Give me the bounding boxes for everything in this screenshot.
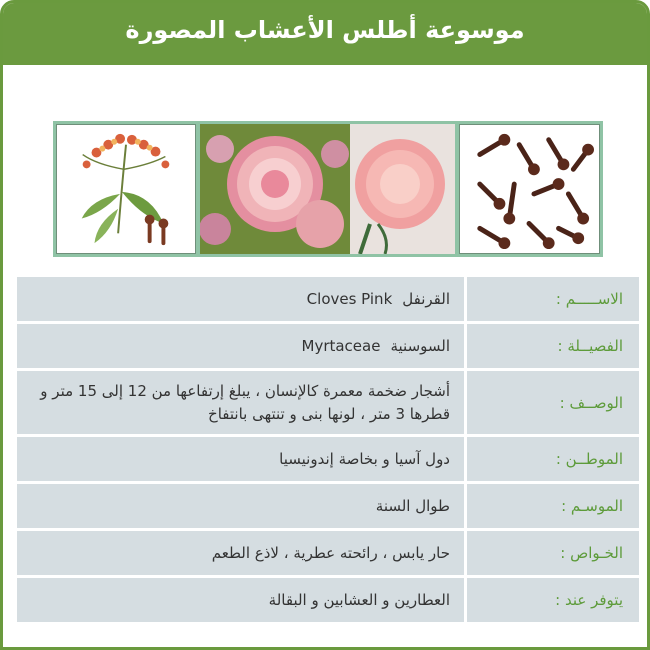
properties-value: حار يابس ، رائحته عطرية ، لاذع الطعم [17, 531, 464, 575]
habitat-value: دول آسيا و بخاصة إندونيسيا [17, 437, 464, 481]
table-row [17, 578, 639, 622]
season-label: الموسـم : [467, 484, 639, 528]
habitat-label: الموطــن : [467, 437, 639, 481]
table-row [17, 484, 639, 528]
herb-info-table [17, 277, 639, 625]
season-value: طوال السنة [17, 484, 464, 528]
page-title: موسوعة أطلس الأعشاب المصورة [125, 16, 525, 44]
description-value: أشجار ضخمة معمرة كالإنسان ، يبلغ إرتفاعها من 12 إلى 15 متر و قطرها 3 متر ، لونها بنى و تنتهى بانتفاخ [17, 371, 464, 434]
name-arabic: القرنفل [402, 289, 450, 308]
header-bar [3, 3, 647, 65]
available-at-value: العطارين و العشابين و البقالة [17, 578, 464, 622]
table-row [17, 437, 639, 481]
clove-plant-drawing-icon [56, 124, 196, 254]
family-label: الفصيــلة : [467, 324, 639, 368]
table-row [17, 277, 639, 321]
family-latin: Myrtaceae [301, 336, 381, 355]
name-latin: Cloves Pink [306, 289, 393, 308]
image-gallery [53, 121, 603, 257]
available-at-label: يتوفر عند : [467, 578, 639, 622]
family-arabic: السوسنية [390, 336, 450, 355]
table-row [17, 531, 639, 575]
name-value [17, 277, 464, 321]
description-label: الوصــف : [467, 371, 639, 434]
name-label: الاســـــم : [467, 277, 639, 321]
family-value [17, 324, 464, 368]
dried-cloves-photo-icon [459, 124, 600, 254]
table-row [17, 324, 639, 368]
carnation-flowers-photo-icon [200, 124, 455, 254]
table-row [17, 371, 639, 434]
properties-label: الخـواص : [467, 531, 639, 575]
